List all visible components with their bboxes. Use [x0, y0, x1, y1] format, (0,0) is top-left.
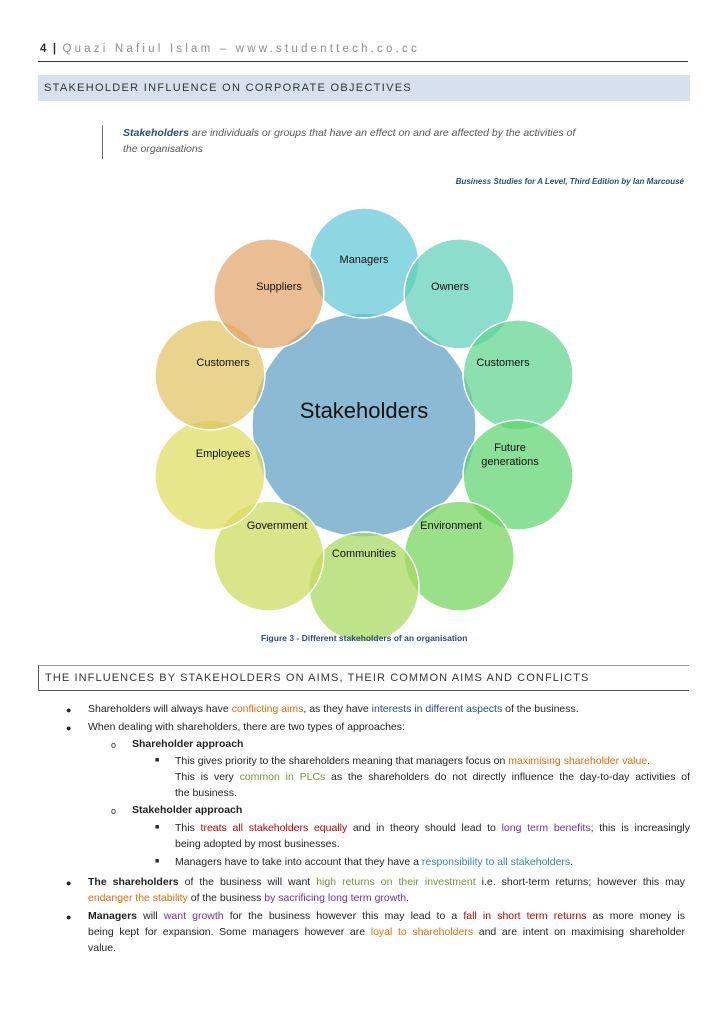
definition-text-2: the organisations — [123, 143, 203, 155]
square-bullet-icon: ■ — [155, 858, 160, 865]
bullet-icon: ● — [66, 878, 72, 888]
stakeholder-label-6: Communities — [331, 548, 397, 560]
sub-bullet-1a: This gives priority to the shareholders meaning that managers focus on maximising shareholder value. — [175, 755, 651, 767]
bullet-o-icon: o — [111, 806, 117, 816]
sub-bullet-1c: the business. — [175, 787, 237, 799]
bullet-3b: endanger the stability of the business by sacrificing long term growth. — [88, 892, 410, 904]
stakeholder-label-8: Employees — [195, 448, 251, 460]
stakeholder-label-3: Customers — [476, 357, 530, 369]
citation: Business Studies for A Level, Third Edition by Ian Marcousé — [455, 177, 684, 186]
definition-term: Stakeholders — [123, 127, 189, 139]
stakeholder-circle-5 — [404, 501, 514, 611]
definition-text: are individuals or groups that have an effect on and are affected by the activities of — [191, 127, 576, 139]
section-title-2: THE INFLUENCES BY STAKEHOLDERS ON AIMS, THEIR COMMON AIMS AND CONFLICTS — [45, 672, 590, 684]
bullet-4b: being kept for expansion. Some managers however are loyal to shareholders and are intent on maximising shareholder — [88, 926, 686, 938]
square-bullet-icon: ■ — [155, 824, 160, 831]
bullet-o-icon: o — [111, 740, 117, 750]
sub-bullet-2c: Managers have to take into account that they have a responsibility to all stakeholders. — [175, 856, 574, 868]
sub-bullet-2a: This treats all stakeholders equally and in theory should lead to long term benefits; this is increasingly — [175, 822, 690, 834]
bullet-2: When dealing with shareholders, there are two types of approaches: — [88, 721, 405, 733]
section-title-1: STAKEHOLDER INFLUENCE ON CORPORATE OBJECTIVES — [44, 82, 412, 94]
stakeholder-label-9: Customers — [196, 357, 250, 369]
figure-caption: Figure 3 - Different stakeholders of an organisation — [261, 633, 468, 643]
bullet-4a: Managers will want growth for the business however this may lead to a fall in short term returns as more money is — [88, 910, 685, 922]
center-label: Stakeholders — [299, 398, 429, 423]
sub-bullet-1b: This is very common in PLCs as the shareholders do not directly influence the day-to-day activities of — [175, 771, 690, 783]
stakeholder-circle-3 — [463, 320, 573, 430]
bullet-4c: value. — [88, 942, 117, 954]
stakeholder-label-4: Future generations — [481, 442, 539, 468]
square-bullet-icon: ■ — [155, 757, 160, 764]
stakeholder-label-7: Government — [246, 520, 308, 532]
stakeholder-label-5: Environment — [420, 520, 482, 532]
bullet-icon: ● — [66, 723, 72, 733]
bullet-1: Shareholders will always have conflicting aims, as they have interests in different aspects of the business. — [88, 703, 579, 715]
stakeholder-circle-8 — [155, 420, 265, 530]
stakeholder-circle-10 — [214, 239, 324, 349]
page-number: 4 — [40, 43, 47, 55]
header-separator: | — [52, 43, 57, 55]
sub-heading-stakeholder: Stakeholder approach — [132, 804, 243, 816]
bullet-3a: The shareholders of the business will want high returns on their investment i.e. short-term returns; however this may — [88, 876, 686, 888]
stakeholder-label-1: Managers — [339, 254, 389, 266]
header-text: Quazi Nafiul Islam – www.studenttech.co.cc — [62, 43, 420, 55]
stakeholder-label-2: Owners — [431, 281, 469, 293]
bullet-icon: ● — [66, 912, 72, 922]
bullet-icon: ● — [66, 705, 72, 715]
stakeholder-label-10: Suppliers — [256, 281, 302, 293]
section-heading-2 — [38, 665, 689, 691]
sub-heading-shareholder: Shareholder approach — [132, 738, 244, 750]
sub-bullet-2b: being adopted by most businesses. — [175, 838, 340, 850]
